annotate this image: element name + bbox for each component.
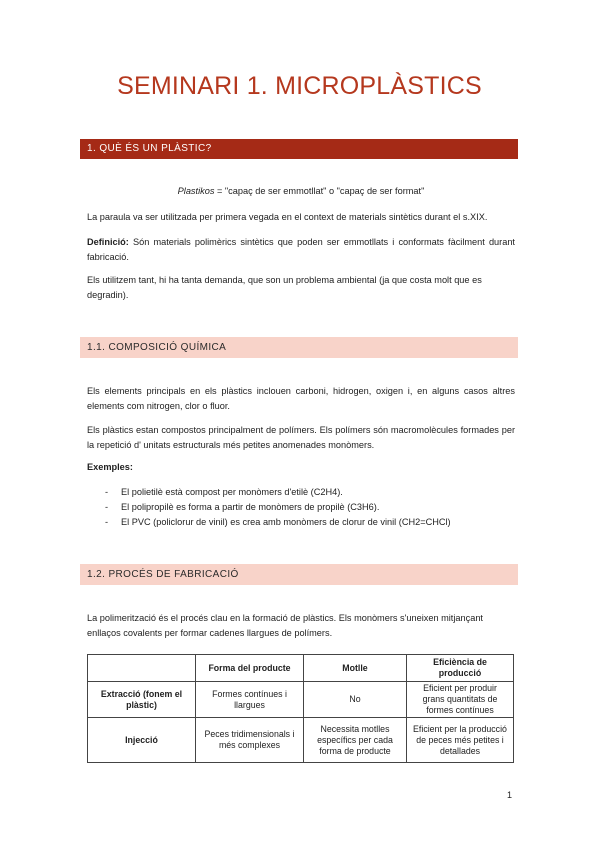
table-cell: Necessita motlles específics per cada forma de producte xyxy=(304,718,407,763)
page-title: SEMINARI 1. MICROPLÀSTICS xyxy=(117,72,482,100)
examples-list xyxy=(105,485,515,530)
table-row xyxy=(88,682,514,718)
table-header-cell: Eficiència de producció xyxy=(407,655,514,682)
table-row xyxy=(88,718,514,763)
list-item: - El polipropilè es forma a partir de monòmers de propilè (C3H6). xyxy=(105,500,515,515)
paragraph-history: La paraula va ser utilitzada per primera vegada en el context de materials sintètics durant el s.XIX. xyxy=(87,212,488,222)
manufacturing-table xyxy=(87,654,514,763)
table-cell: Eficient per produir grans quantitats de formes contínues xyxy=(407,682,514,718)
table-header-cell: Forma del producte xyxy=(196,655,304,682)
paragraph-polymers: Els plàstics estan compostos principalment de polímers. Els polímers són macromolècules formades per la repetició d' unitats estructurals més petites anomenades monòmers. xyxy=(87,425,515,450)
definition-text: Són materials polimèrics sintètics que poden ser emmotllats i conformats fàcilment durant fabricació. xyxy=(87,237,515,262)
table-row-header: Injecció xyxy=(88,718,196,763)
paragraph-polymerization: La polimerització és el procés clau en la formació de plàstics. Els monòmers s'uneixen mitjançant enllaços covalents per formar cadenes llargues de polímers. xyxy=(87,613,483,638)
list-item: - El polietilè està compost per monòmers d'etilè (C2H4). xyxy=(105,485,515,500)
etymology-term: Plastikos xyxy=(177,186,215,196)
section-heading-1-2: 1.2. PROCÉS DE FABRICACIÓ xyxy=(80,564,518,585)
paragraph-elements: Els elements principals en els plàstics inclouen carboni, hidrogen, oxigen i, en alguns casos altres elements com nitrogen, clor o fluor. xyxy=(87,386,515,411)
etymology-meaning: = "capaç de ser emmotllat" o "capaç de ser format" xyxy=(214,186,425,196)
table-cell: Peces tridimensionals i més complexes xyxy=(196,718,304,763)
section-heading-1-1: 1.1. COMPOSICIÓ QUÍMICA xyxy=(80,337,518,358)
page-number: 1 xyxy=(507,790,513,800)
table-cell: No xyxy=(304,682,407,718)
table-cell: Eficient per la producció de peces més petites i detallades xyxy=(407,718,514,763)
table-header-cell xyxy=(88,655,196,682)
section-heading-1: 1. QUÈ ÉS UN PLÀSTIC? xyxy=(80,139,518,159)
etymology-line xyxy=(87,184,515,199)
table-row-header: Extracció (fonem el plàstic) xyxy=(88,682,196,718)
examples-label: Exemples: xyxy=(87,462,133,472)
paragraph-definition xyxy=(87,235,515,265)
definition-label: Definició: xyxy=(87,237,129,247)
paragraph-demand: Els utilitzem tant, hi ha tanta demanda, que son un problema ambiental (ja que costa molt que es degradin). xyxy=(87,275,482,300)
table-header-row xyxy=(88,655,514,682)
table-header-cell: Motlle xyxy=(304,655,407,682)
list-item: - El PVC (policlorur de vinil) es crea amb monòmers de clorur de vinil (CH2=CHCl) xyxy=(105,515,515,530)
table-cell: Formes contínues i llargues xyxy=(196,682,304,718)
